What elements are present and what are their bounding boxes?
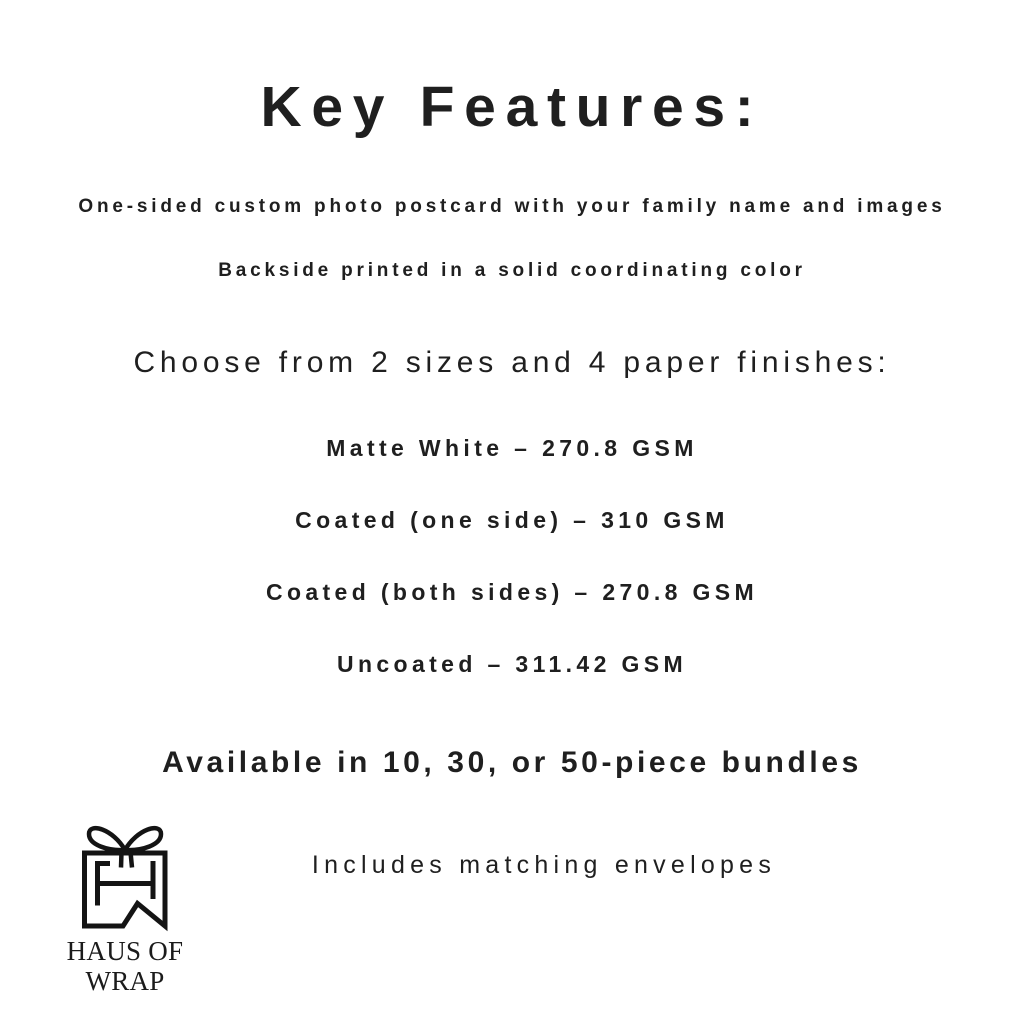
finish-item-uncoated: Uncoated – 311.42 GSM <box>337 651 687 677</box>
finish-item-matte-white: Matte White – 270.8 GSM <box>326 435 698 461</box>
logo-wordmark-line-1: HAUS OF <box>66 936 184 966</box>
gift-box-monogram-icon <box>40 820 210 932</box>
intro-line-2: Backside printed in a solid coordinating color <box>218 260 806 281</box>
envelopes-line: Includes matching envelopes <box>311 851 777 879</box>
bundles-line: Available in 10, 30, or 50-piece bundles <box>162 746 862 779</box>
page-title: Key Features: <box>260 75 764 139</box>
logo-wordmark <box>40 936 210 996</box>
haus-of-wrap-logo <box>40 820 210 996</box>
intro-line-1: One-sided custom photo postcard with your family name and images <box>78 196 946 217</box>
finish-item-coated-both-sides: Coated (both sides) – 270.8 GSM <box>265 579 759 605</box>
finishes-heading: Choose from 2 sizes and 4 paper finishes: <box>133 346 891 379</box>
finish-item-coated-one-side: Coated (one side) – 310 GSM <box>295 507 729 533</box>
logo-wordmark-line-2: WRAP <box>85 966 165 996</box>
